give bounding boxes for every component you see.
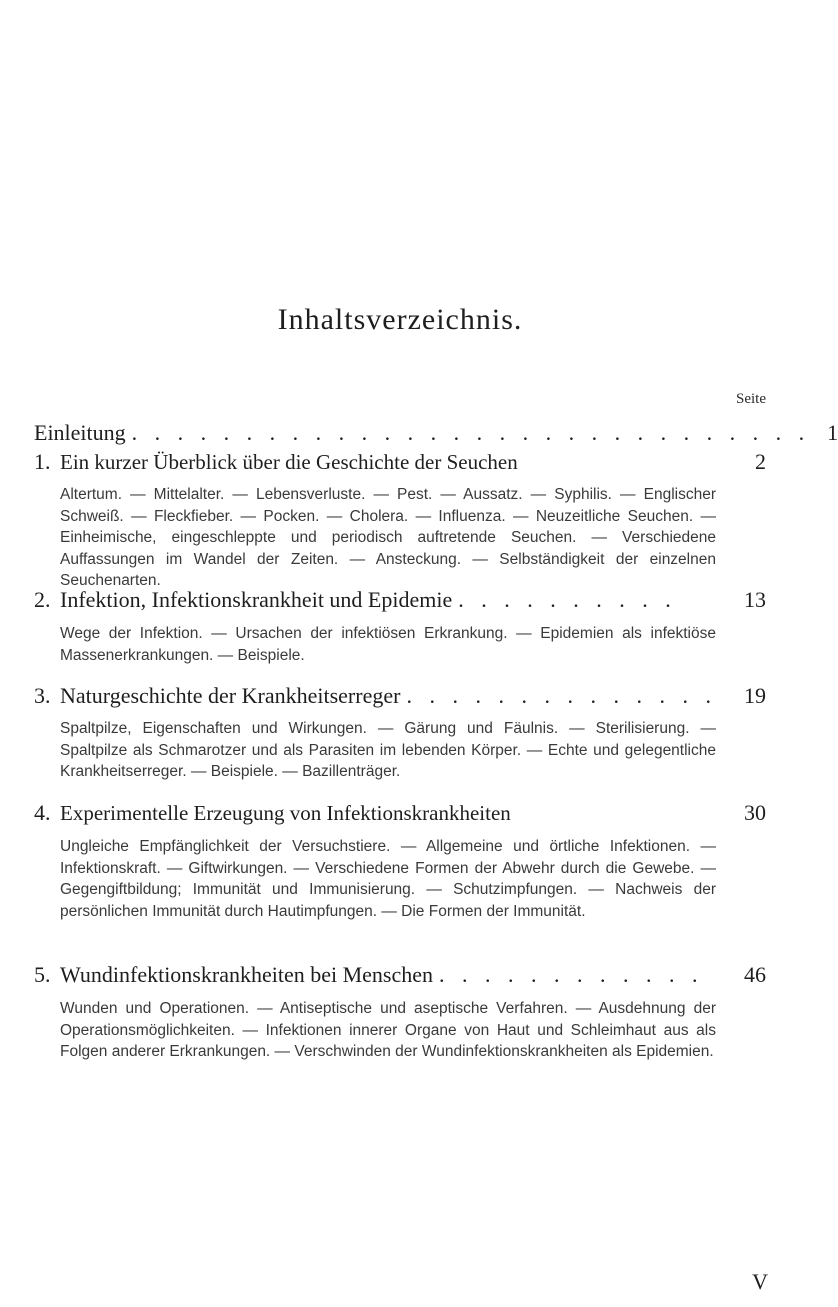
footer-page-number: V	[752, 1269, 768, 1294]
toc-entry-summary: Spaltpilze, Eigenschaften und Wirkungen. — Gärung und Fäulnis. — Sterilisierung. — Spaltpilze als Schmarotzer und als Parasiten im lebenden Körper. — Echte und gelegentliche Krankheitserreger. — Beispiele. — Bazillenträger.	[60, 720, 716, 780]
toc-entry-number: 4.	[34, 800, 51, 825]
toc-entry-number: 1.	[34, 449, 51, 474]
toc-entry-title: Experimentelle Erzeugung von Infektionskrankheiten	[60, 801, 511, 825]
toc-leader-dots: . . . . . . . . . . . . . .	[406, 683, 717, 708]
toc-leader-dots: . . . . . . . . . . . . . . . . . . . . . . . . . . . . . .	[131, 420, 811, 445]
toc-entry-page: 46	[744, 962, 766, 987]
toc-entry-title: Naturgeschichte der Krankheitserreger	[60, 683, 401, 708]
toc-entry-summary: Wunden und Operationen. — Antiseptische und aseptische Verfahren. — Ausdehnung der Operationsmöglichkeiten. — Infektionen innerer Organe von Haut und Schleimhaut aus als Folgen anderer Erkrankungen. — Verschwinden der Wundinfektionskrankheiten als Epidemien.	[60, 1000, 716, 1060]
page-title: Inhaltsverzeichnis.	[277, 303, 523, 336]
toc-entry-number: 5.	[34, 962, 51, 987]
toc-entry-1[interactable]	[34, 449, 766, 475]
toc-entry-page: 30	[744, 800, 766, 825]
toc-entry-number: 2.	[34, 587, 51, 612]
toc-entry-page: 19	[744, 683, 766, 708]
toc-entry-title: Einleitung	[34, 420, 126, 445]
toc-entry-title: Infektion, Infektionskrankheit und Epidemie	[60, 587, 453, 612]
toc-entry-einleitung[interactable]	[34, 420, 838, 446]
toc-entry-3[interactable]	[34, 683, 766, 709]
toc-entry-summary: Wege der Infektion. — Ursachen der infektiösen Erkrankung. — Epidemien als infektiöse Massenerkrankungen. — Beispiele.	[60, 625, 716, 664]
toc-entry-number: 3.	[34, 683, 51, 708]
toc-leader-dots: . . . . . . . . . .	[458, 587, 677, 612]
toc-entry-summary: Ungleiche Empfänglichkeit der Versuchstiere. — Allgemeine und örtliche Infektionen. — Infektionskraft. — Giftwirkungen. — Verschiedene Formen der Abwehr durch die Gewebe. — Gegengiftbildung; Immunität und Immunisierung. — Schutzimpfungen. — Nachweis der persönlichen Immunität durch Hautimpfungen. — Die Formen der Immunität.	[60, 838, 716, 920]
toc-entry-page: 2	[755, 449, 766, 474]
toc-entry-title: Wundinfektionskrankheiten bei Menschen	[60, 962, 434, 987]
toc-entry-page: 1	[827, 420, 838, 445]
toc-entry-2[interactable]	[34, 587, 766, 613]
toc-entry-5[interactable]	[34, 962, 766, 988]
toc-entry-4[interactable]	[34, 800, 766, 826]
toc-entry-summary: Altertum. — Mittelalter. — Lebensverluste. — Pest. — Aussatz. — Syphilis. — Englischer Schweiß. — Fleckfieber. — Pocken. — Cholera. — Influenza. — Neuzeitliche Seuchen. — Einheimische, eingeschleppte und periodisch auftretende Seuchen. — Verschiedene Auffassungen im Wandel der Zeiten. — Ansteckung. — Selbständigkeit der einzelnen Seuchenarten.	[60, 486, 716, 589]
toc-entry-title: Ein kurzer Überblick über die Geschichte der Seuchen	[60, 450, 518, 474]
page-column-header: Seite	[736, 391, 766, 407]
toc-leader-dots: . . . . . . . . . . . .	[439, 962, 704, 987]
toc-entry-page: 13	[744, 587, 766, 612]
